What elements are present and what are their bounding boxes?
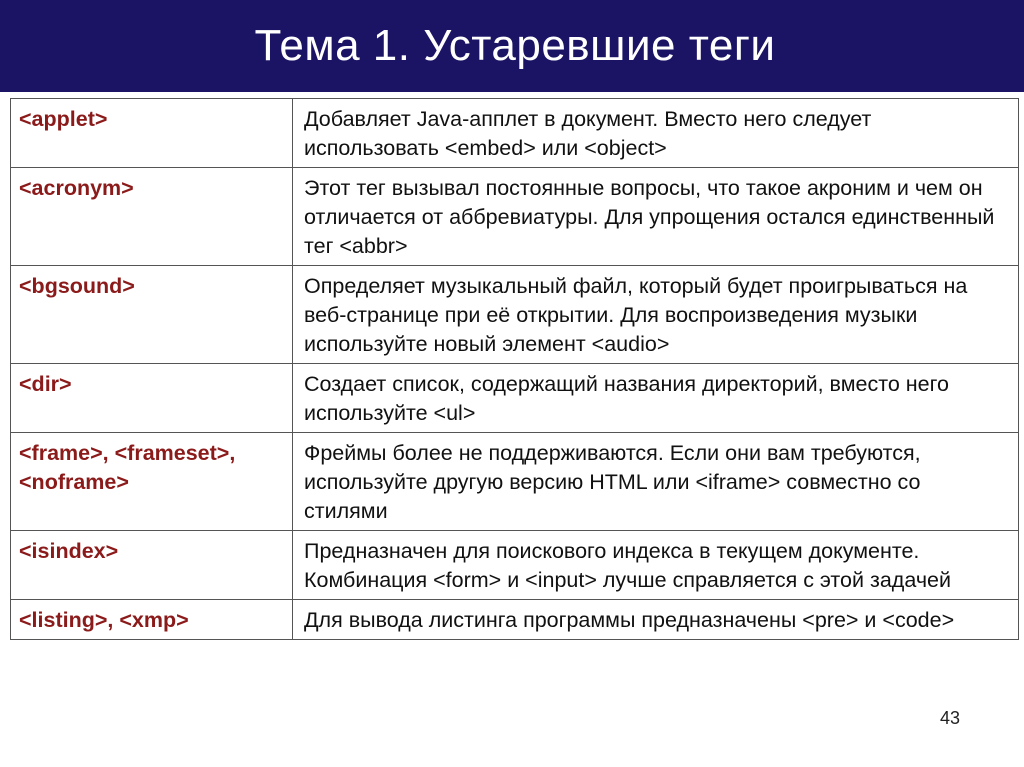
description-cell: Определяет музыкальный файл, который будет проигрываться на веб-странице при её открытии. Для воспроизведения музыки используйте новый элемент <audio>: [293, 266, 1019, 364]
tag-cell: <bgsound>: [11, 266, 293, 364]
table-row: [11, 531, 1019, 600]
tag-cell: <listing>, <xmp>: [11, 600, 293, 640]
slide-title: Тема 1. Устаревшие теги: [254, 21, 776, 70]
tag-cell: <dir>: [11, 364, 293, 433]
description-cell: Этот тег вызывал постоянные вопросы, что такое акроним и чем он отличается от аббревиатуры. Для упрощения остался единственный тег <abbr>: [293, 168, 1019, 266]
page-number: 43: [940, 708, 961, 728]
tag-cell: <applet>: [11, 99, 293, 168]
table-row: [11, 600, 1019, 640]
table-row: [11, 168, 1019, 266]
tag-cell: <isindex>: [11, 531, 293, 600]
table-row: [11, 433, 1019, 531]
tag-cell: <frame>, <frameset>, <noframe>: [11, 433, 293, 531]
description-cell: Предназначен для поискового индекса в текущем документе. Комбинация <form> и <input> лучше справляется с этой задачей: [293, 531, 1019, 600]
deprecated-tags-table: [10, 98, 1019, 640]
table-row: [11, 266, 1019, 364]
tag-cell: <acronym>: [11, 168, 293, 266]
description-cell: Для вывода листинга программы предназначены <pre> и <code>: [293, 600, 1019, 640]
title-bar: [0, 0, 1024, 92]
description-cell: Фреймы более не поддерживаются. Если они вам требуются, используйте другую версию HTML или <iframe> совместно со стилями: [293, 433, 1019, 531]
table-row: [11, 99, 1019, 168]
description-cell: Создает список, содержащий названия директорий, вместо него используйте <ul>: [293, 364, 1019, 433]
table-row: [11, 364, 1019, 433]
description-cell: Добавляет Java-апплет в документ. Вместо него следует использовать <embed> или <object>: [293, 99, 1019, 168]
